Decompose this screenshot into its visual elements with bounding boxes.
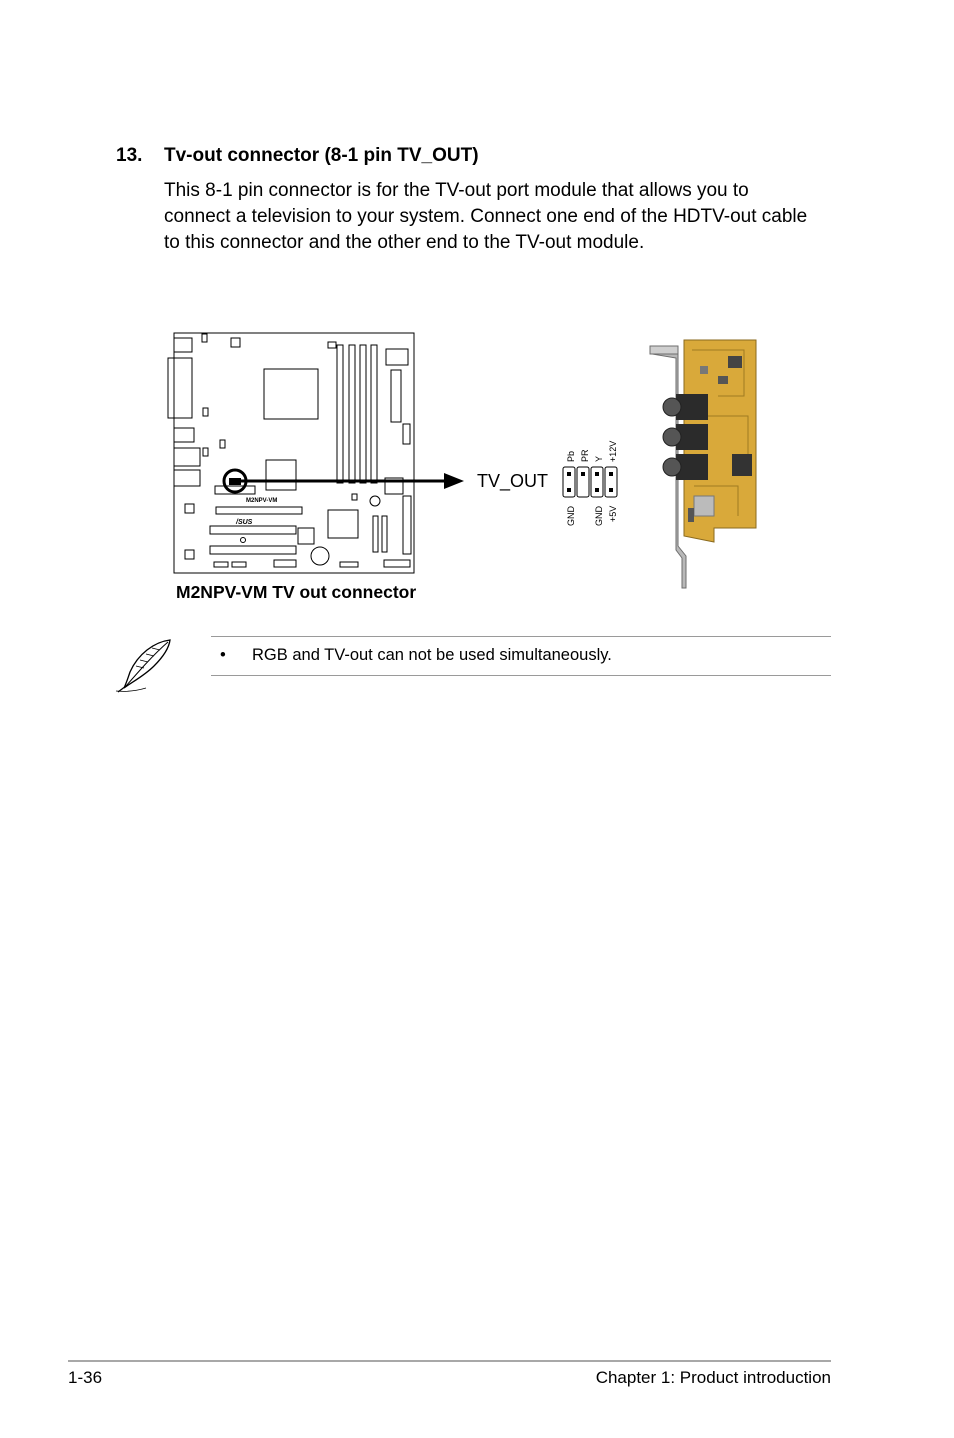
pin-5v: [609, 488, 613, 492]
note-top-rule: [211, 636, 831, 637]
page-number: 1-36: [68, 1368, 103, 1387]
pin-label-pr: PR: [580, 449, 590, 462]
section-paragraph: [164, 178, 844, 256]
tvout-module-illustration: [648, 336, 760, 592]
pin-pr: [581, 472, 585, 476]
section-title: Tv-out connector (8-1 pin TV_OUT): [164, 145, 479, 166]
tvout-callout-label: TV_OUT: [477, 471, 549, 491]
pin-y: [595, 472, 599, 476]
paragraph-line: to this connector and the other end to the TV-out module.: [164, 232, 645, 253]
feather-quill-icon: [114, 636, 174, 694]
pin-label-pb: Pb: [566, 450, 576, 462]
pin-label-gnd-1: GND: [566, 506, 576, 526]
footer-rule: [68, 1360, 831, 1362]
pin-label-gnd-2: GND: [594, 506, 604, 526]
pin-pb: [567, 472, 571, 476]
note-item: [220, 646, 612, 665]
note-text: RGB and TV-out can not be used simultaneously.: [252, 646, 612, 664]
board-model-label: M2NPV-VM: [246, 498, 278, 504]
pin-label-5v: +5V: [608, 505, 618, 522]
section-number: 13.: [116, 145, 143, 166]
motherboard-diagram: [160, 330, 420, 576]
section-heading: [116, 145, 479, 167]
board-brand-logo: /SUS: [236, 519, 253, 526]
note-bottom-rule: [211, 675, 831, 676]
callout-arrow: [240, 470, 470, 492]
tvout-pin-header: [560, 464, 620, 500]
chapter-title: Chapter 1: Product introduction: [595, 1368, 831, 1387]
paragraph-line: connect a television to your system. Connect one end of the HDTV-out cable: [164, 206, 808, 227]
pin-label-y: Y: [594, 455, 604, 462]
figure-caption: M2NPV-VM TV out connector: [176, 582, 417, 602]
note-bullet: •: [220, 646, 226, 664]
pin-label-12v: +12V: [608, 440, 618, 462]
pin-gnd: [567, 488, 571, 492]
paragraph-line: This 8-1 pin connector is for the TV-out port module that allows you to: [164, 180, 749, 201]
pin-12v: [609, 472, 613, 476]
pin-gnd: [595, 488, 599, 492]
